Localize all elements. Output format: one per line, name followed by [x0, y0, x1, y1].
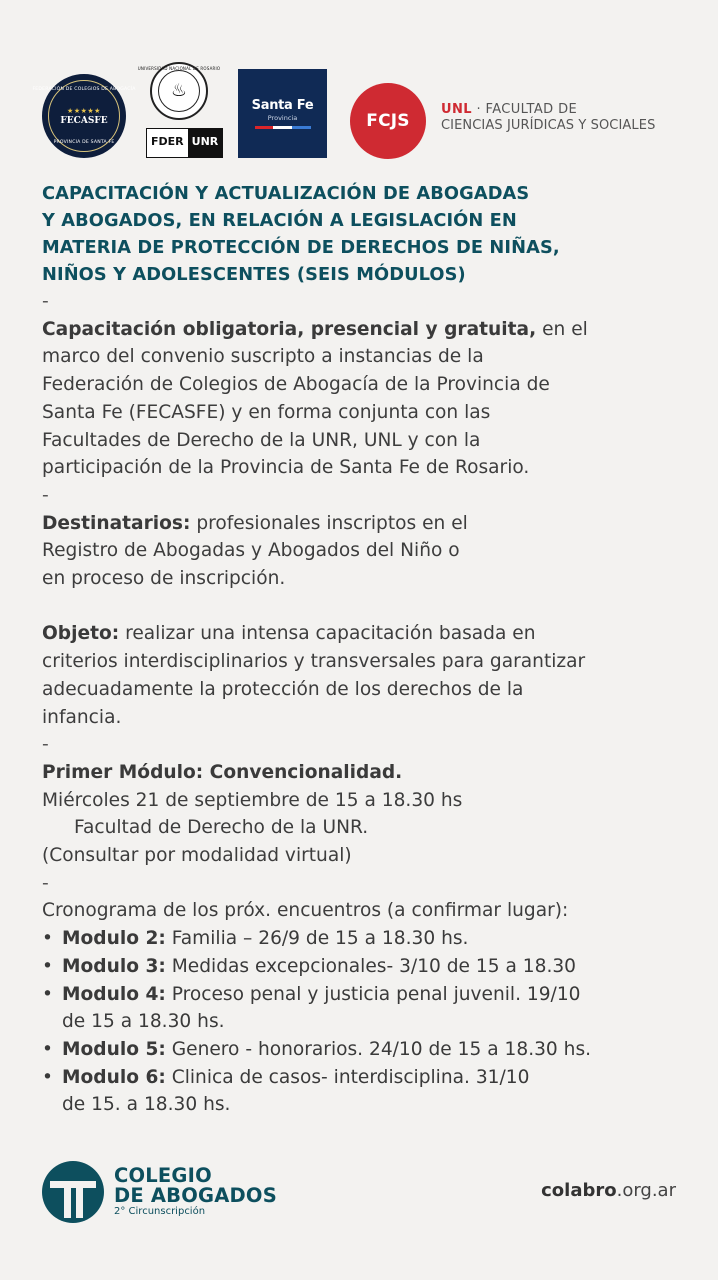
- unr-seal: [137, 62, 221, 120]
- intro-paragraph: [42, 316, 702, 482]
- intro-line: marco del convenio suscripto a instancias de la: [42, 346, 484, 368]
- title-line: CAPACITACIÓN Y ACTUALIZACIÓN DE ABOGADAS: [42, 183, 530, 204]
- torch-icon: ♨: [170, 80, 188, 101]
- module-text: Familia – 26/9 de 15 a 18.30 hs.: [165, 928, 469, 950]
- santa-fe-name: Santa Fe: [251, 98, 314, 113]
- unr-logo: [137, 62, 221, 158]
- module-label: Modulo 4:: [62, 983, 166, 1005]
- objeto-label: Objeto:: [42, 623, 120, 645]
- colegio-abogados-logo: [42, 1161, 277, 1223]
- primer-modulo-date: Miércoles 21 de septiembre de 15 a 18.30 hs: [42, 789, 463, 811]
- santa-fe-flag-bar: [255, 126, 311, 129]
- separator: -: [42, 291, 49, 312]
- cronograma-intro: Cronograma de los próx. encuentros (a confirmar lugar):: [42, 900, 569, 922]
- unl-line1: · FACULTAD DE: [471, 102, 578, 117]
- list-item: [42, 925, 702, 953]
- intro-bold: Capacitación obligatoria, presencial y gratuita,: [42, 318, 537, 340]
- fecasfe-name: FECASFE: [60, 115, 108, 126]
- destinatarios-line: en proceso de inscripción.: [42, 568, 286, 589]
- title-line: MATERIA DE PROTECCIÓN DE DERECHOS DE NIÑAS,: [42, 237, 560, 258]
- unl-line2: CIENCIAS JURÍDICAS Y SOCIALES: [441, 118, 656, 133]
- list-item: [42, 953, 702, 981]
- primer-modulo-place: Facultad de Derecho de la UNR.: [74, 817, 369, 839]
- fcjs-logo: [350, 83, 426, 159]
- fcjs-badge-text: FCJS: [366, 111, 410, 131]
- colegio-logo-line1: COLEGIO: [114, 1164, 212, 1187]
- announcement-body: [42, 180, 702, 1119]
- santa-fe-sub: Provincia: [267, 114, 298, 122]
- website-link[interactable]: [541, 1180, 676, 1201]
- fder-unr-badge: [146, 128, 223, 158]
- column-icon: [42, 1161, 104, 1223]
- destinatarios-paragraph: [42, 510, 702, 593]
- objeto-line: infancia.: [42, 706, 122, 728]
- spacer: [42, 593, 702, 621]
- primer-modulo-heading: Primer Módulo: Convencionalidad.: [42, 761, 403, 783]
- unr-seal-arc: UNIVERSIDAD NACIONAL DE ROSARIO: [137, 66, 221, 71]
- list-item: [42, 1036, 702, 1064]
- unl-faculty-text: [441, 102, 701, 134]
- primer-modulo: [42, 759, 702, 870]
- title-line: Y ABOGADOS, EN RELACIÓN A LEGISLACIÓN EN: [42, 210, 517, 231]
- santa-fe-logo: [238, 69, 327, 158]
- module-label: Modulo 3:: [62, 955, 166, 977]
- fecasfe-arc-bottom: PROVINCIA DE SANTA FE: [53, 140, 115, 145]
- fder-label: FDER: [147, 129, 188, 157]
- fecasfe-arc-top: FEDERACIÓN DE COLEGIOS DE ABOGACÍA: [32, 87, 136, 92]
- module-label: Modulo 6:: [62, 1066, 166, 1088]
- module-text-cont: de 15 a 18.30 hs.: [62, 1011, 225, 1033]
- list-item: [42, 1064, 702, 1119]
- primer-modulo-note: (Consultar por modalidad virtual): [42, 845, 352, 866]
- separator: -: [42, 872, 49, 894]
- module-list: [42, 925, 702, 1119]
- module-text: Proceso penal y justicia penal juvenil. 19/10: [165, 983, 581, 1005]
- module-text: Medidas excepcionales- 3/10 de 15 a 18.30: [165, 955, 577, 977]
- destinatarios-label: Destinatarios:: [42, 512, 191, 534]
- title-line: NIÑOS Y ADOLESCENTES (SEIS MÓDULOS): [42, 264, 466, 285]
- site-rest: .org.ar: [616, 1180, 676, 1201]
- destinatarios-line: Registro de Abogadas y Abogados del Niño o: [42, 540, 460, 562]
- objeto-line: criterios interdisciplinarios y transversales para garantizar: [42, 651, 586, 673]
- intro-line: Federación de Colegios de Abogacía de la Provincia de: [42, 374, 550, 396]
- intro-rest: en el: [536, 318, 588, 340]
- partner-logos: [32, 62, 700, 162]
- fecasfe-stars: ★★★★★: [67, 106, 101, 115]
- module-text: Clinica de casos- interdisciplina. 31/10: [165, 1066, 530, 1088]
- colegio-logo-line2: DE ABOGADOS: [114, 1184, 277, 1207]
- intro-line: Santa Fe (FECASFE) y en forma conjunta con las: [42, 401, 491, 423]
- objeto-line: adecuadamente la protección de los derechos de la: [42, 678, 524, 700]
- unr-label: UNR: [188, 129, 223, 157]
- cronograma: [42, 897, 702, 1119]
- module-label: Modulo 2:: [62, 928, 166, 950]
- colegio-logo-line3: 2° Circunscripción: [114, 1206, 206, 1217]
- separator: -: [42, 734, 49, 756]
- objeto-rest: realizar una intensa capacitación basada en: [119, 623, 536, 645]
- page-title: [42, 180, 702, 288]
- separator: -: [42, 484, 49, 506]
- site-bold: colabro: [541, 1180, 617, 1201]
- intro-line: participación de la Provincia de Santa Fe de Rosario.: [42, 457, 530, 479]
- module-text-cont: de 15. a 18.30 hs.: [62, 1094, 231, 1116]
- destinatarios-rest: profesionales inscriptos en el: [190, 512, 468, 534]
- intro-line: Facultades de Derecho de la UNR, UNL y con la: [42, 429, 481, 451]
- objeto-paragraph: [42, 620, 702, 731]
- unl-label: UNL: [441, 102, 472, 117]
- module-text: Genero - honorarios. 24/10 de 15 a 18.30 hs.: [165, 1038, 592, 1060]
- module-label: Modulo 5:: [62, 1038, 166, 1060]
- list-item: [42, 981, 702, 1036]
- fecasfe-logo: [32, 74, 136, 158]
